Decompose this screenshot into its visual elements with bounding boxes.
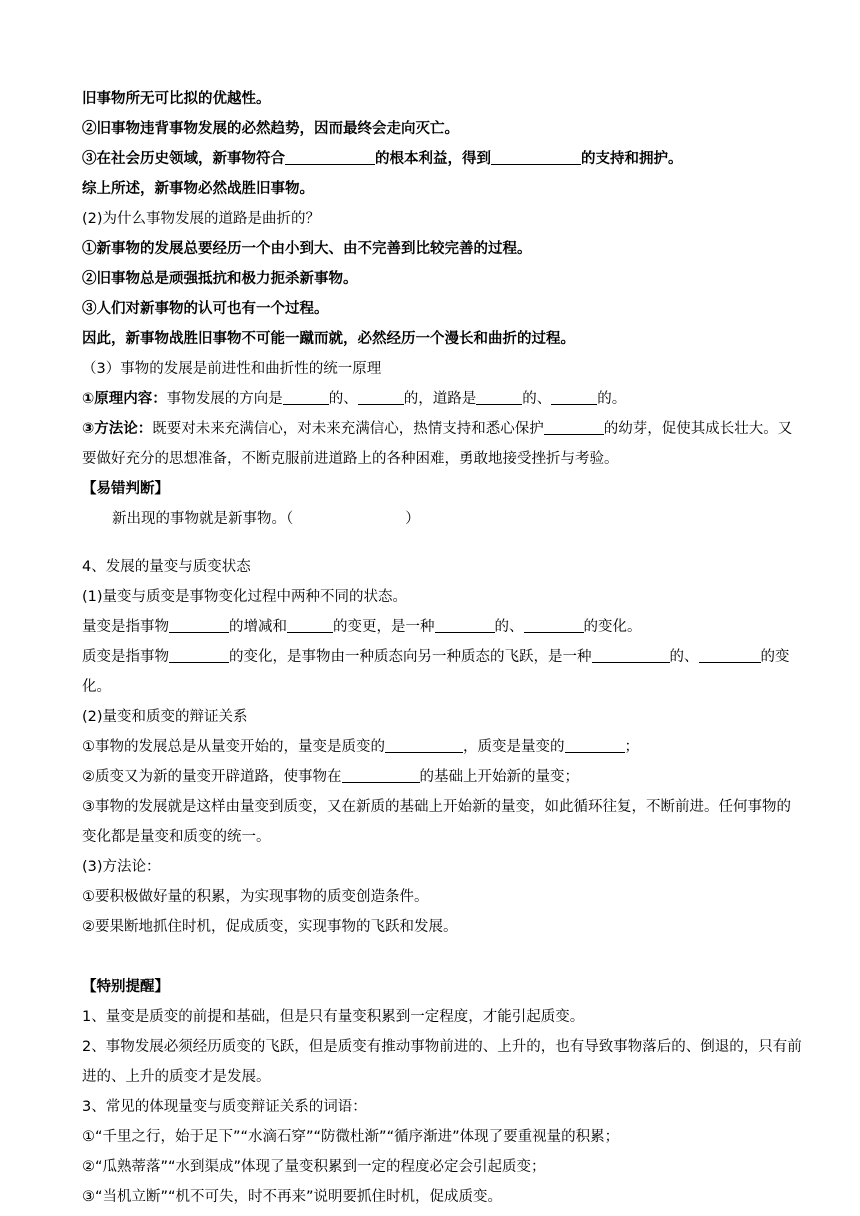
text-line: 旧事物所无可比拟的优越性。 bbox=[82, 90, 271, 107]
section-heading: (2)量变和质变的辩证关系 bbox=[82, 709, 248, 725]
text-fragment: ） bbox=[405, 511, 420, 527]
fill-blank[interactable] bbox=[551, 389, 597, 405]
text-paragraph: 2、事物发展必须经历质变的飞跃，但是质变有推动事物前进的、上升的，也有导致事物落后的、倒退的，只有前进的、上升的质变才是发展。 bbox=[82, 1039, 802, 1085]
fill-blank[interactable] bbox=[592, 647, 670, 663]
text-fragment: 的增减和 bbox=[229, 619, 287, 635]
text-line: 1、量变是质变的前提和基础，但是只有量变积累到一定程度，才能引起质变。 bbox=[82, 1009, 585, 1025]
text-fragment: 新出现的事物就是新事物。（ bbox=[112, 511, 294, 527]
text-fragment: 的支持和拥护。 bbox=[581, 150, 683, 167]
text-fragment: ③在社会历史领域，新事物符合 bbox=[82, 150, 285, 167]
text-line bbox=[82, 762, 800, 792]
text-line: (1)量变与质变是事物变化过程中两种不同的状态。 bbox=[82, 589, 408, 605]
section-heading: (3)方法论： bbox=[82, 859, 161, 875]
text-fragment: 的。 bbox=[597, 391, 627, 407]
judgement-item bbox=[82, 504, 800, 534]
text-line: 因此，新事物战胜旧事物不可能一蹴而就，必然经历一个漫长和曲折的过程。 bbox=[82, 330, 575, 347]
fill-blank[interactable] bbox=[385, 737, 463, 753]
text-fragment: ①事物的发展总是从量变开始的，量变是质变的 bbox=[82, 739, 385, 755]
fill-blank[interactable] bbox=[283, 389, 329, 405]
fill-blank[interactable] bbox=[524, 617, 584, 633]
tip-heading: 【易错判断】 bbox=[82, 481, 169, 497]
text-line bbox=[82, 732, 800, 762]
text-paragraph: ③事物的发展就是这样由量变到质变，又在新质的基础上开始新的量变，如此循环往复，不断前进。任何事物的变化都是量变和质变的统一。 bbox=[82, 799, 791, 845]
text-line: ①新事物的发展总要经历一个由小到大、由不完善到比较完善的过程。 bbox=[82, 240, 532, 257]
fill-blank[interactable] bbox=[169, 647, 229, 663]
fill-blank[interactable] bbox=[476, 389, 522, 405]
text-fragment: 的变化，是事物由一种质态向另一种质态的飞跃，是一种 bbox=[229, 649, 592, 665]
text-line: ①要积极做好量的积累，为实现事物的质变创造条件。 bbox=[82, 889, 429, 905]
text-fragment: ，质变是量变的 bbox=[463, 739, 565, 755]
text-fragment: ； bbox=[624, 739, 639, 755]
text-fragment: 质变是指事物 bbox=[82, 649, 169, 665]
section-heading: （3）事物的发展是前进性和曲折性的统一原理 bbox=[82, 361, 382, 377]
fill-blank[interactable] bbox=[342, 767, 420, 783]
fill-blank[interactable] bbox=[435, 617, 495, 633]
fill-blank[interactable] bbox=[544, 419, 604, 435]
text-fragment: 的变更，是一种 bbox=[333, 619, 435, 635]
tip-heading: 【特别提醒】 bbox=[82, 979, 169, 995]
text-line: ②要果断地抓住时机，促成质变，实现事物的飞跃和发展。 bbox=[82, 919, 458, 935]
fill-blank[interactable] bbox=[565, 737, 625, 753]
section-heading: 4、发展的量变与质变状态 bbox=[82, 559, 251, 575]
text-fragment: ②质变又为新的量变开辟道路，使事物在 bbox=[82, 769, 342, 785]
text-line: ①“千里之行，始于足下”“水滴石穿”“防微杜渐”“循序渐进”体现了要重视量的积累； bbox=[82, 1129, 620, 1145]
text-fragment: 的、 bbox=[669, 649, 699, 665]
spacer bbox=[82, 942, 800, 972]
spacer bbox=[82, 534, 800, 552]
text-line: ②“瓜熟蒂落”“水到渠成”体现了量变积累到一定的程度必定会引起质变； bbox=[82, 1159, 546, 1175]
text-fragment: 的、 bbox=[522, 391, 552, 407]
text-line bbox=[82, 612, 800, 642]
text-line: ②旧事物违背事物发展的必然趋势，因而最终会走向灭亡。 bbox=[82, 120, 459, 137]
text-fragment: 的变化。 bbox=[82, 649, 790, 695]
method-label: ③方法论： bbox=[82, 421, 153, 437]
fill-blank[interactable] bbox=[358, 389, 404, 405]
fill-blank[interactable] bbox=[169, 617, 229, 633]
text-line: ③人们对新事物的认可也有一个过程。 bbox=[82, 300, 329, 317]
principle-label: ①原理内容： bbox=[82, 391, 167, 407]
text-fragment: 既要对未来充满信心，对未来充满信心，热情支持和悉心保护 bbox=[152, 421, 544, 437]
text-line: ②旧事物总是顽强抵抗和极力扼杀新事物。 bbox=[82, 270, 358, 287]
text-line: ③“当机立断”“机不可失，时不再来”说明要抓住时机，促成质变。 bbox=[82, 1189, 503, 1205]
text-line: 3、常见的体现量变与质变辩证关系的词语： bbox=[82, 1099, 367, 1115]
text-fragment: 事物发展的方向是 bbox=[166, 391, 283, 407]
text-fragment: 量变是指事物 bbox=[82, 619, 169, 635]
fill-blank[interactable] bbox=[699, 647, 761, 663]
section-heading: (2)为什么事物发展的道路是曲折的？ bbox=[82, 211, 321, 227]
text-fragment: 的，道路是 bbox=[403, 391, 477, 407]
text-fragment: 的根本利益，得到 bbox=[375, 150, 491, 167]
text-line bbox=[82, 144, 800, 174]
fill-blank[interactable] bbox=[287, 617, 333, 633]
text-line bbox=[82, 384, 800, 414]
text-line: 综上所述，新事物必然战胜旧事物。 bbox=[82, 180, 314, 197]
text-fragment: 的、 bbox=[494, 619, 524, 635]
text-fragment: 的基础上开始新的量变； bbox=[419, 769, 579, 785]
text-paragraph bbox=[82, 414, 802, 474]
fill-blank[interactable] bbox=[491, 149, 581, 165]
text-paragraph bbox=[82, 642, 802, 702]
text-fragment: 的变化。 bbox=[583, 619, 642, 635]
text-fragment: 的、 bbox=[328, 391, 358, 407]
text-fragment: 的幼芽，促使其成长壮大。又要做好充分的思想准备，不断克服前进道路上的各种困难，勇敢地接受挫折与考验。 bbox=[82, 421, 793, 467]
fill-blank[interactable] bbox=[285, 149, 375, 165]
